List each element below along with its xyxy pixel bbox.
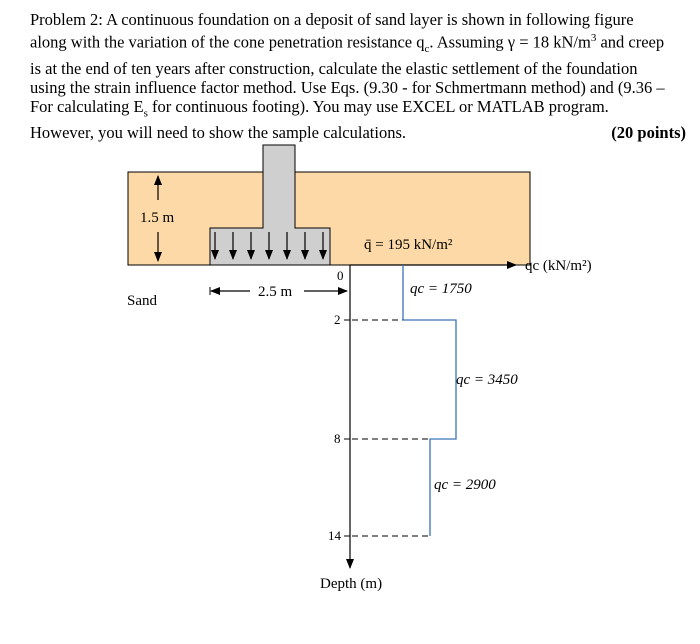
problem-line-6: However, you will need to show the sample calculations.: [30, 123, 406, 143]
depth-tick-14: 14: [328, 528, 341, 543]
qc-label-3: qc = 2900: [434, 477, 496, 493]
surcharge-label: q̄ = 195 kN/m²: [364, 237, 453, 253]
depth-tick-8: 8: [334, 431, 341, 446]
problem-line-5: For calculating $E_s$ for continuous footing). You may use EXCEL or MATLAB program.: [30, 96, 609, 120]
problem-line-3: is at the end of ten years after construction, calculate the elastic settlement of the foundation: [30, 58, 638, 78]
width-label: 2.5 m: [258, 284, 293, 300]
depth-axis-label: Depth (m): [320, 576, 383, 592]
points-label: (20 points): [611, 123, 686, 143]
problem-line-1: Problem 2: A continuous foundation on a deposit of sand layer is shown in following figure: [30, 10, 634, 29]
depth-tick-0: 0: [337, 268, 344, 283]
problem-line-2: along with the variation of the cone penetration resistance $q_c$. Assuming γ = 18 $kN/m^3$ and creep: [30, 32, 665, 55]
qc-axis-label: qc (kN/m²): [525, 258, 592, 274]
depth-label: 1.5 m: [140, 210, 175, 226]
qc-label-1: qc = 1750: [410, 281, 472, 297]
soil-label: Sand: [127, 293, 157, 309]
problem-line-4: using the strain influence factor method. Use Eqs. (9.30 - for Schmertmann method) and (9.36 –: [30, 77, 665, 97]
depth-tick-2: 2: [334, 312, 341, 327]
qc-label-2: qc = 3450: [456, 372, 518, 388]
qc-profile: [403, 265, 456, 536]
